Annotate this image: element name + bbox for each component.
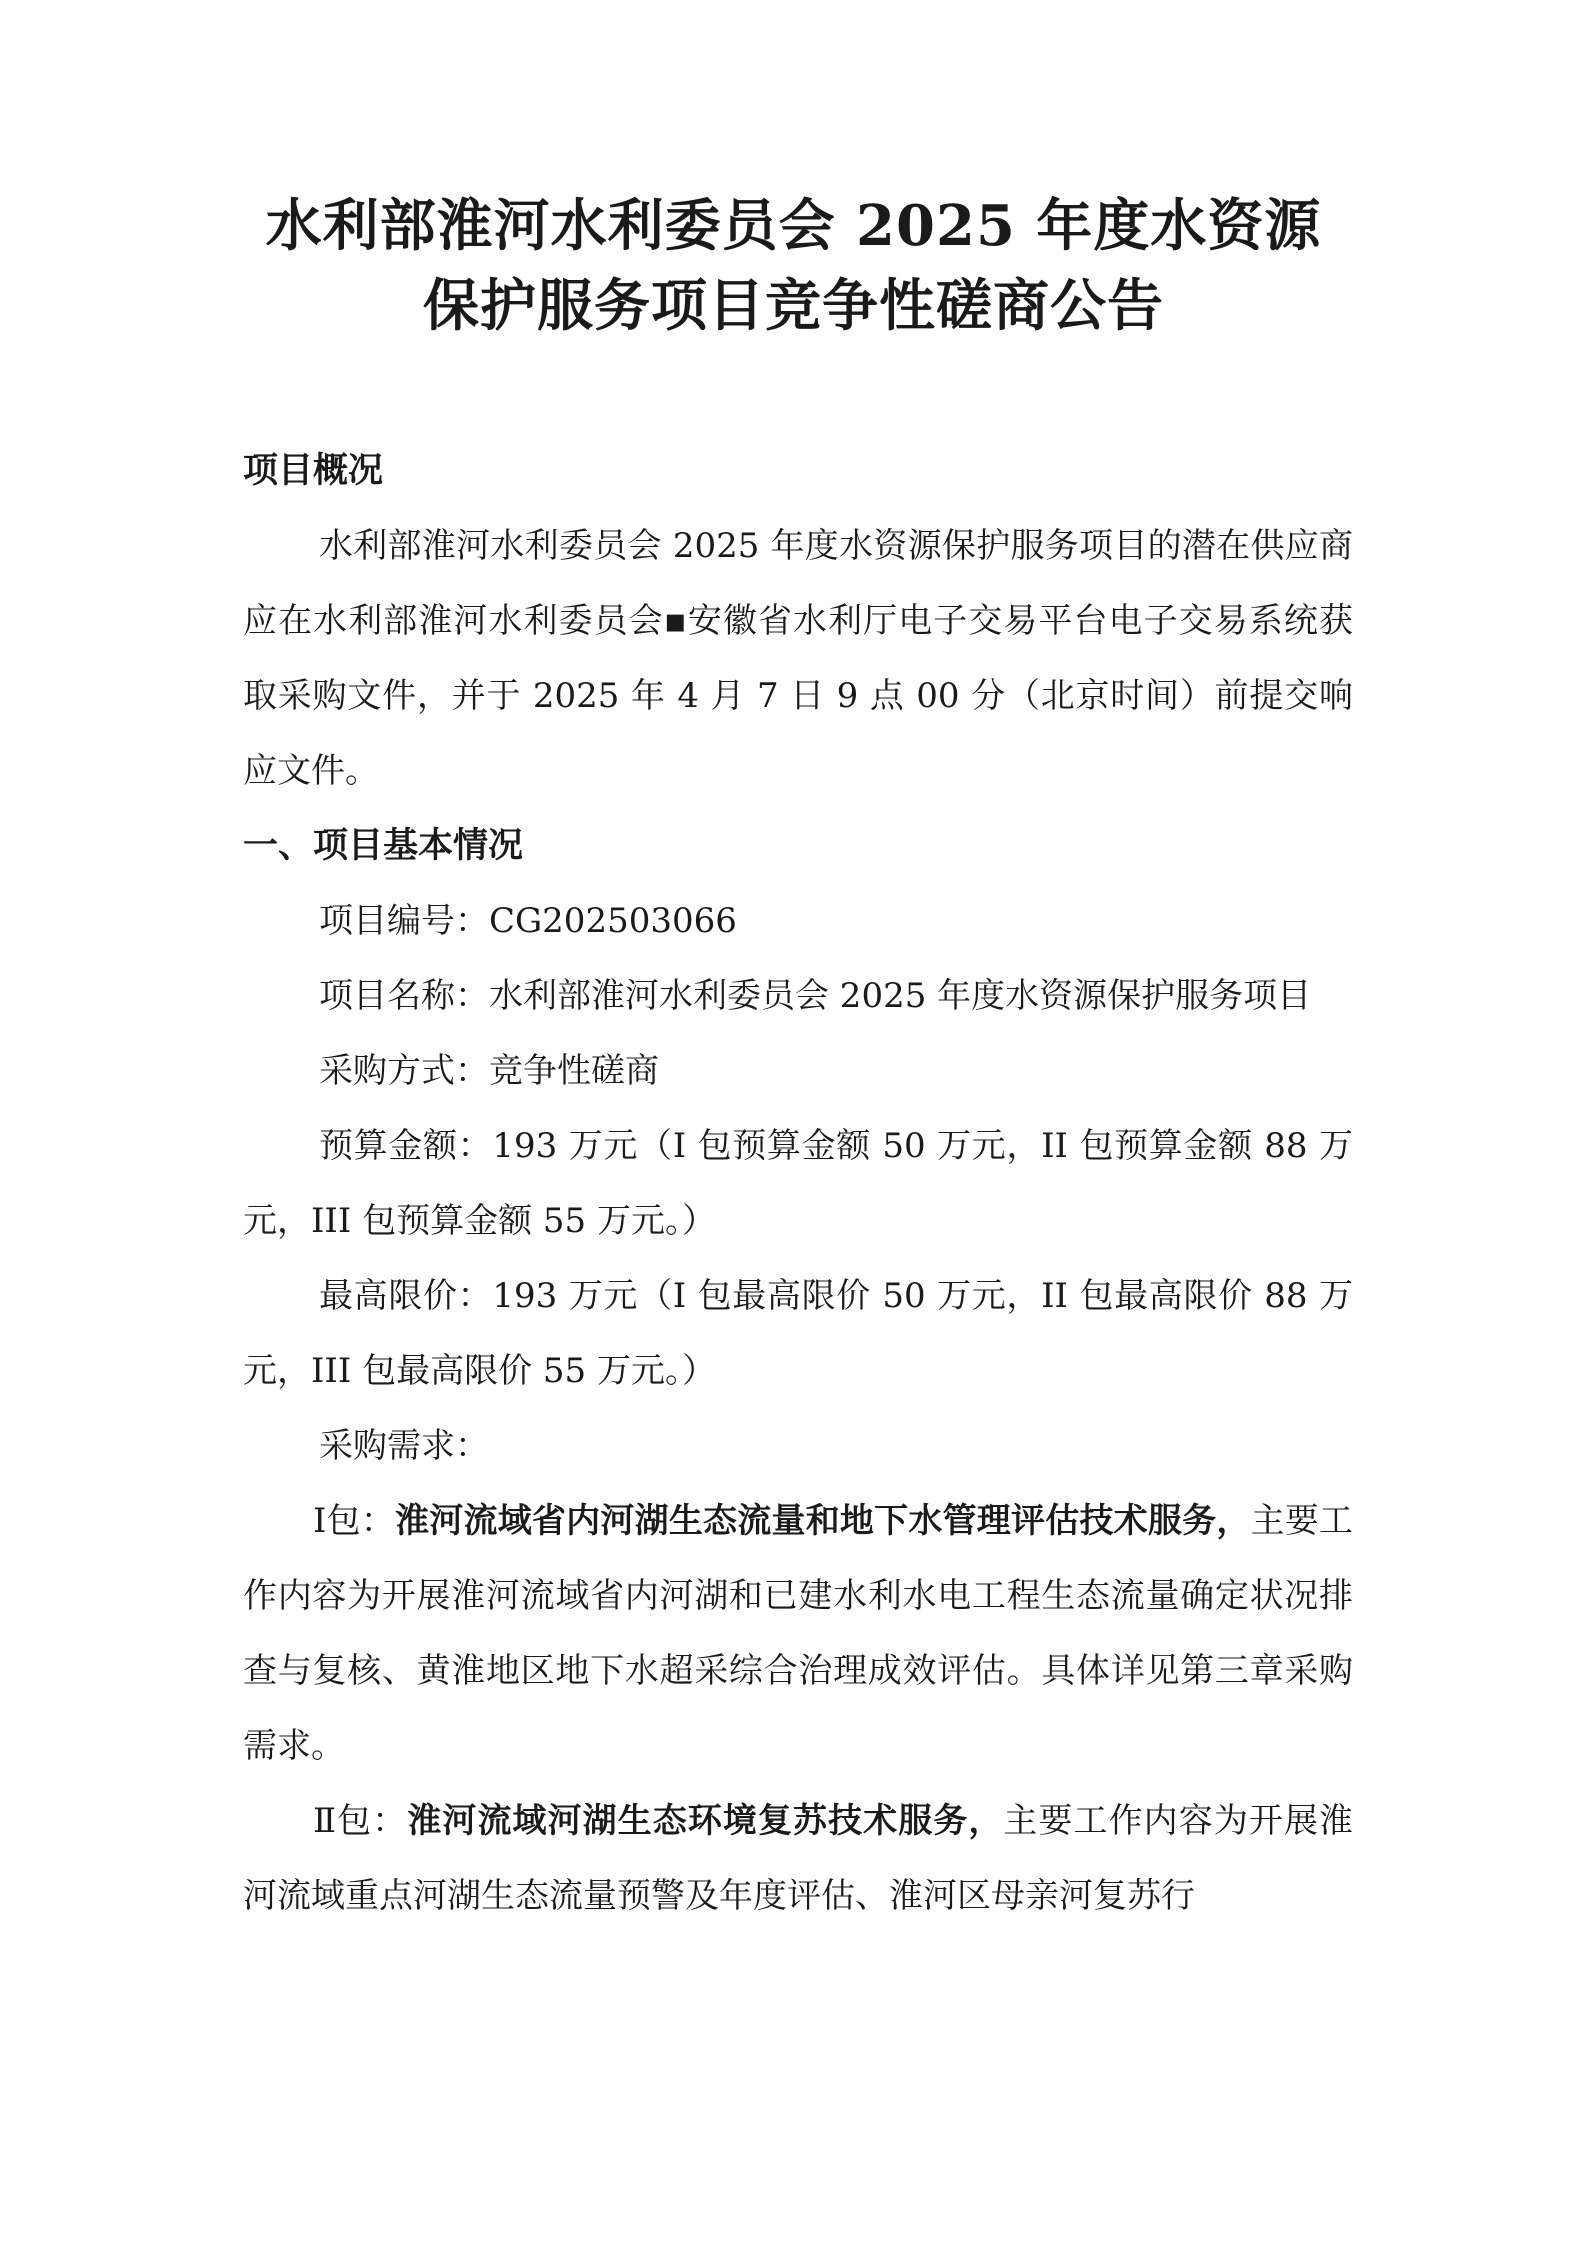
document-body [243,434,1353,1934]
package-1-name: 淮河流域省内河湖生态流量和地下水管理评估技术服务， [395,1501,1251,1541]
project-number: 项目编号：CG202503066 [319,901,737,941]
package-2-text: 主要工作内容为开展淮河流域重点河湖生态流量预警及年度评估、淮河区母亲河复苏行 [243,1801,1354,1916]
package-2-name: 淮河流域河湖生态环境复苏技术服务， [407,1801,1004,1841]
procurement-method: 采购方式：竞争性磋商 [319,1051,659,1091]
title-line-1: 水利部淮河水利委员会 2025 年度水资源 [265,193,1322,259]
package-1-paragraph [243,1484,1353,1784]
budget-amount: 预算金额：193 万元（I 包预算金额 50 万元，II 包预算金额 88 万元，III 包预算金额 55 万元。） [243,1126,1353,1241]
overview-heading: 项目概况 [243,451,384,491]
requirements-label: 采购需求： [319,1426,489,1466]
package-2-paragraph [243,1784,1353,1934]
title-line-2: 保护服务项目竞争性磋商公告 [423,273,1164,339]
overview-paragraph: 水利部淮河水利委员会 2025 年度水资源保护服务项目的潜在供应商应在水利部淮河水利委员会▪安徽省水利厅电子交易平台电子交易系统获取采购文件，并于 2025 年 4 月 7 日 9 点 00 分（北京时间）前提交响应文件。 [243,526,1353,791]
max-price: 最高限价：193 万元（I 包最高限价 50 万元，II 包最高限价 88 万元，III 包最高限价 55 万元。） [243,1276,1353,1391]
package-1-text: 主要工作内容为开展淮河流域省内河湖和已建水利水电工程生态流量确定状况排查与复核、黄淮地区地下水超采综合治理成效评估。具体详见第三章采购需求。 [243,1501,1353,1766]
package-2-label: Ⅱ包： [313,1801,408,1841]
section-heading-basic-info: 一、项目基本情况 [243,826,524,866]
project-name: 项目名称：水利部淮河水利委员会 2025 年度水资源保护服务项目 [319,976,1312,1016]
document-title [180,186,1407,346]
package-1-label: Ⅰ包： [313,1501,396,1541]
